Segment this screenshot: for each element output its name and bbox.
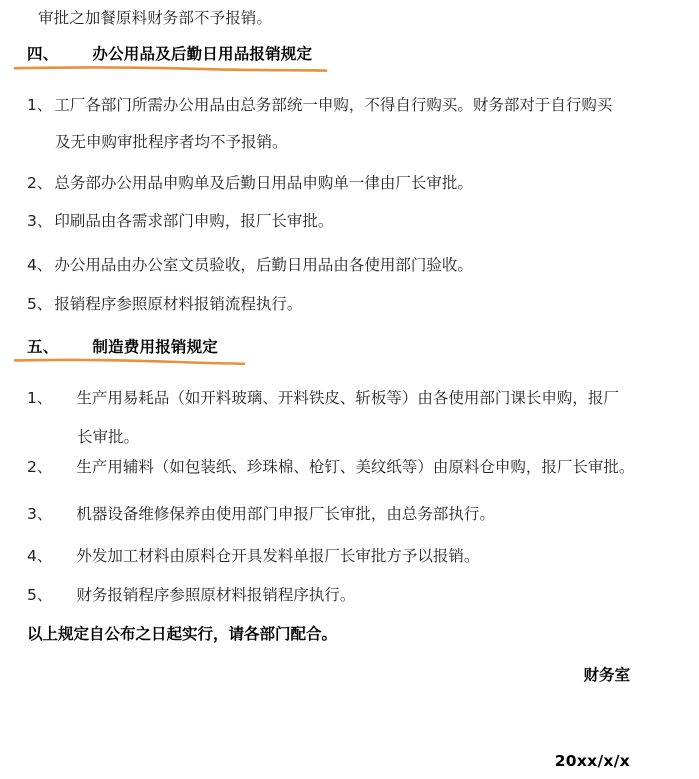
list-marker: 3、 bbox=[27, 505, 53, 523]
list-item bbox=[27, 95, 612, 115]
list-item bbox=[27, 388, 619, 408]
list-marker: 2、 bbox=[27, 458, 53, 476]
list-marker: 1、 bbox=[27, 389, 53, 407]
list-text: 印刷品由各需求部门申购，报厂长审批。 bbox=[54, 212, 334, 230]
list-item bbox=[27, 504, 495, 524]
list-item bbox=[27, 585, 355, 605]
section-number-4: 四、 bbox=[27, 45, 59, 63]
list-item-continuation: 及无申购审批程序者均不予报销。 bbox=[55, 133, 288, 151]
list-marker: 5、 bbox=[27, 586, 53, 604]
list-item bbox=[27, 294, 302, 314]
list-text: 工厂各部门所需办公用品由总务部统一申购，不得自行购买。财务部对于自行购买 bbox=[54, 96, 613, 114]
list-marker: 4、 bbox=[27, 256, 53, 274]
list-marker: 3、 bbox=[27, 212, 53, 230]
list-marker: 2、 bbox=[27, 174, 53, 192]
list-text: 外发加工材料由原料仓开具发料单报厂长审批方予以报销。 bbox=[76, 547, 480, 565]
list-item bbox=[27, 211, 333, 231]
carryover-line: 审批之加餐原料财务部不予报销。 bbox=[38, 9, 273, 27]
closing-statement: 以上规定自公布之日起实行，请各部门配合。 bbox=[27, 625, 338, 643]
list-text: 机器设备维修保养由使用部门申报厂长审批，由总务部执行。 bbox=[76, 505, 495, 523]
section-title-4: 办公用品及后勤日用品报销规定 bbox=[92, 45, 313, 63]
signature-date: 20xx/x/x bbox=[554, 752, 630, 770]
signature-department: 财务室 bbox=[583, 666, 630, 684]
list-text: 报销程序参照原材料报销流程执行。 bbox=[54, 295, 303, 313]
list-item bbox=[27, 255, 473, 275]
section-heading-4 bbox=[27, 44, 312, 64]
section-heading-5 bbox=[27, 337, 218, 357]
list-item bbox=[27, 457, 634, 477]
list-text: 办公用品由办公室文员验收，后勤日用品由各使用部门验收。 bbox=[54, 256, 473, 274]
list-text: 生产用易耗品（如开料玻璃、开料铁皮、斩板等）由各使用部门课长申购，报厂 bbox=[76, 389, 619, 407]
list-item bbox=[27, 173, 473, 193]
list-marker: 5、 bbox=[27, 295, 53, 313]
list-text: 总务部办公用品申购单及后勤日用品申购单一律由厂长审批。 bbox=[54, 174, 473, 192]
list-text: 生产用辅料（如包装纸、珍珠棉、枪钉、美纹纸等）由原料仓申购，报厂长审批。 bbox=[76, 458, 635, 476]
list-text: 财务报销程序参照原材料报销程序执行。 bbox=[76, 586, 356, 604]
list-marker: 4、 bbox=[27, 547, 53, 565]
list-marker: 1、 bbox=[27, 96, 53, 114]
list-item-continuation: 长审批。 bbox=[77, 428, 140, 446]
list-item bbox=[27, 546, 479, 566]
section-title-5: 制造费用报销规定 bbox=[92, 338, 219, 356]
heading-underline-4 bbox=[14, 64, 324, 76]
heading-underline-5 bbox=[14, 357, 242, 369]
section-number-5: 五、 bbox=[27, 338, 59, 356]
